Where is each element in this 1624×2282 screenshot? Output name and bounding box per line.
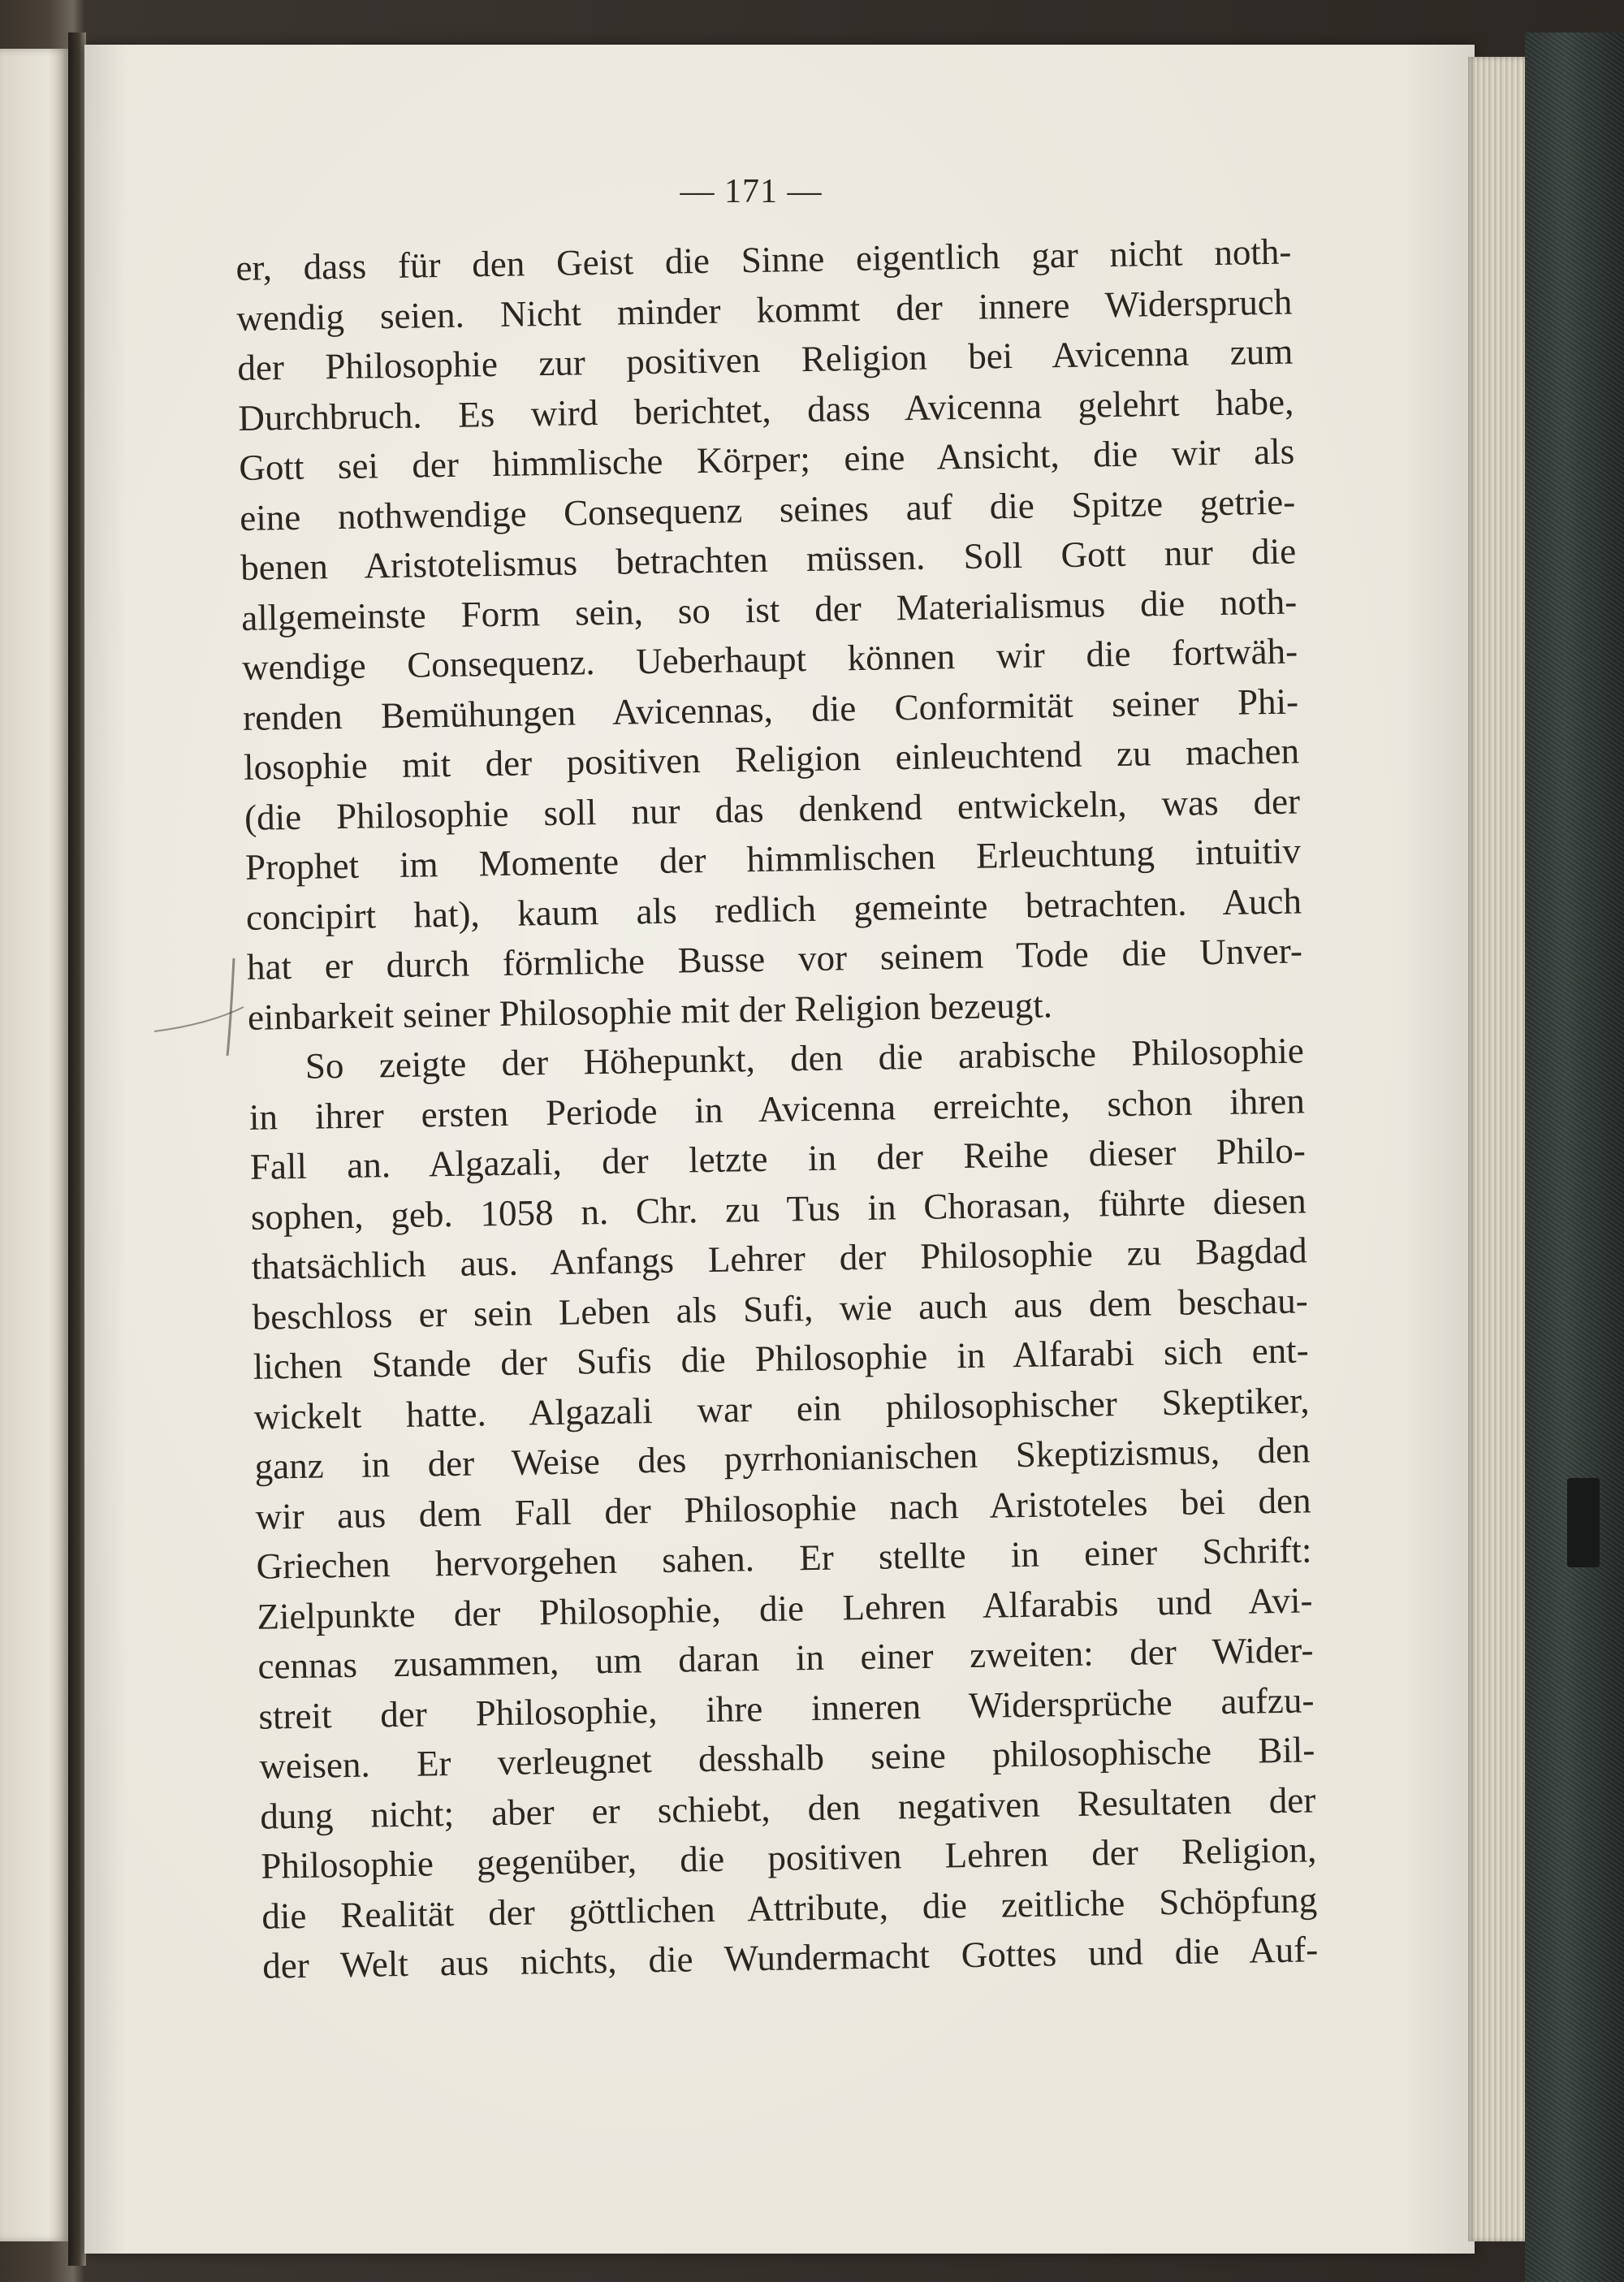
text-line: thatsächlich aus. Anfangs Lehrer der Philosophie zu Bagdad <box>251 1230 1308 1287</box>
page-block-edges <box>1468 57 1525 2241</box>
previous-page-edge <box>0 49 68 2241</box>
text-line: er, dass für den Geist die Sinne eigentlich gar nicht noth- <box>235 231 1292 288</box>
text-line: einbarkeit seiner Philosophie mit der Religion bezeugt. <box>247 983 1053 1038</box>
text-line: sophen, geb. 1058 n. Chr. zu Tus in Chorasan, führte diesen <box>250 1179 1307 1238</box>
text-line: dung nicht; aber er schiebt, den negativen Resultaten der <box>260 1778 1316 1837</box>
text-line: eine nothwendige Consequenz seines auf die Spitze getrie- <box>239 481 1296 538</box>
text-line: weisen. Er verleugnet desshalb seine philosophische Bil- <box>259 1729 1315 1787</box>
text-line: benen Aristotelismus betrachten müssen. Soll Gott nur die <box>240 530 1297 588</box>
text-line: wir aus dem Fall der Philosophie nach Aristoteles bei den <box>255 1479 1311 1537</box>
text-line: wendige Consequenz. Ueberhaupt können wir die fortwäh- <box>241 630 1298 688</box>
text-line: wickelt hatte. Algazali war ein philosophischer Skeptiker, <box>253 1379 1310 1437</box>
text-line: lichen Stande der Sufis die Philosophie in Alfarabi sich ent- <box>253 1329 1309 1387</box>
text-line: allgemeinste Form sein, so ist der Materialismus die noth- <box>240 581 1298 638</box>
text-line: cennas zusammen, um daran in einer zweiten: der Wider- <box>257 1629 1314 1687</box>
text-line: concipirt hat), kaum als redlich gemeinte betrachten. Auch <box>245 880 1302 938</box>
text-line: wendig seien. Nicht minder kommt der innere Widerspruch <box>236 281 1293 339</box>
text-line: der Philosophie zur positiven Religion bei Avicenna zum <box>237 331 1294 388</box>
text-line: hat er durch förmliche Busse vor seinem Tode die Unver- <box>246 930 1303 988</box>
text-line: in ihrer ersten Periode in Avicenna erreichte, schon ihren <box>248 1079 1306 1138</box>
text-line: Prophet im Momente der himmlischen Erleuchtung intuitiv <box>244 830 1302 888</box>
text-line: Fall an. Algazali, der letzte in der Reihe dieser Philo- <box>249 1130 1307 1187</box>
text-line: So zeigte der Höhepunkt, den die arabische Philosophie <box>304 1030 1305 1087</box>
text-line: ganz in der Weise des pyrrhonianischen Skeptizismus, den <box>254 1429 1311 1487</box>
text-line: die Realität der göttlichen Attribute, die zeitliche Schöpfung <box>261 1878 1318 1937</box>
text-line: Durchbruch. Es wird berichtet, dass Avicenna gelehrt habe, <box>237 381 1294 439</box>
text-line: renden Bemühungen Avicennas, die Conformität seiner Phi- <box>242 681 1299 738</box>
text-line: (die Philosophie soll nur das denkend entwickeln, was der <box>244 780 1301 838</box>
cover-clasp <box>1567 1478 1600 1567</box>
book-cover-edge <box>1525 32 1624 2282</box>
body-text <box>235 227 1319 1992</box>
book-gutter <box>68 32 86 2266</box>
page-number-header: — 171 — <box>680 173 823 210</box>
text-line: losophie mit der positiven Religion einleuchtend zu machen <box>243 730 1300 788</box>
text-line: streit der Philosophie, ihre inneren Widersprüche aufzu- <box>258 1679 1315 1737</box>
text-line: Griechen hervorgehen sahen. Er stellte in einer Schrift: <box>256 1529 1312 1587</box>
text-line: Gott sei der himmlische Körper; eine Ansicht, die wir als <box>238 430 1295 488</box>
text-line: der Welt aus nichts, die Wundermacht Gottes und die Auf- <box>261 1929 1319 1986</box>
text-line: beschloss er sein Leben als Sufi, wie auch aus dem beschau- <box>252 1279 1308 1338</box>
text-line: Philosophie gegenüber, die positiven Lehren der Religion, <box>260 1829 1317 1887</box>
text-line: Zielpunkte der Philosophie, die Lehren Alfarabis und Avi- <box>257 1579 1313 1637</box>
